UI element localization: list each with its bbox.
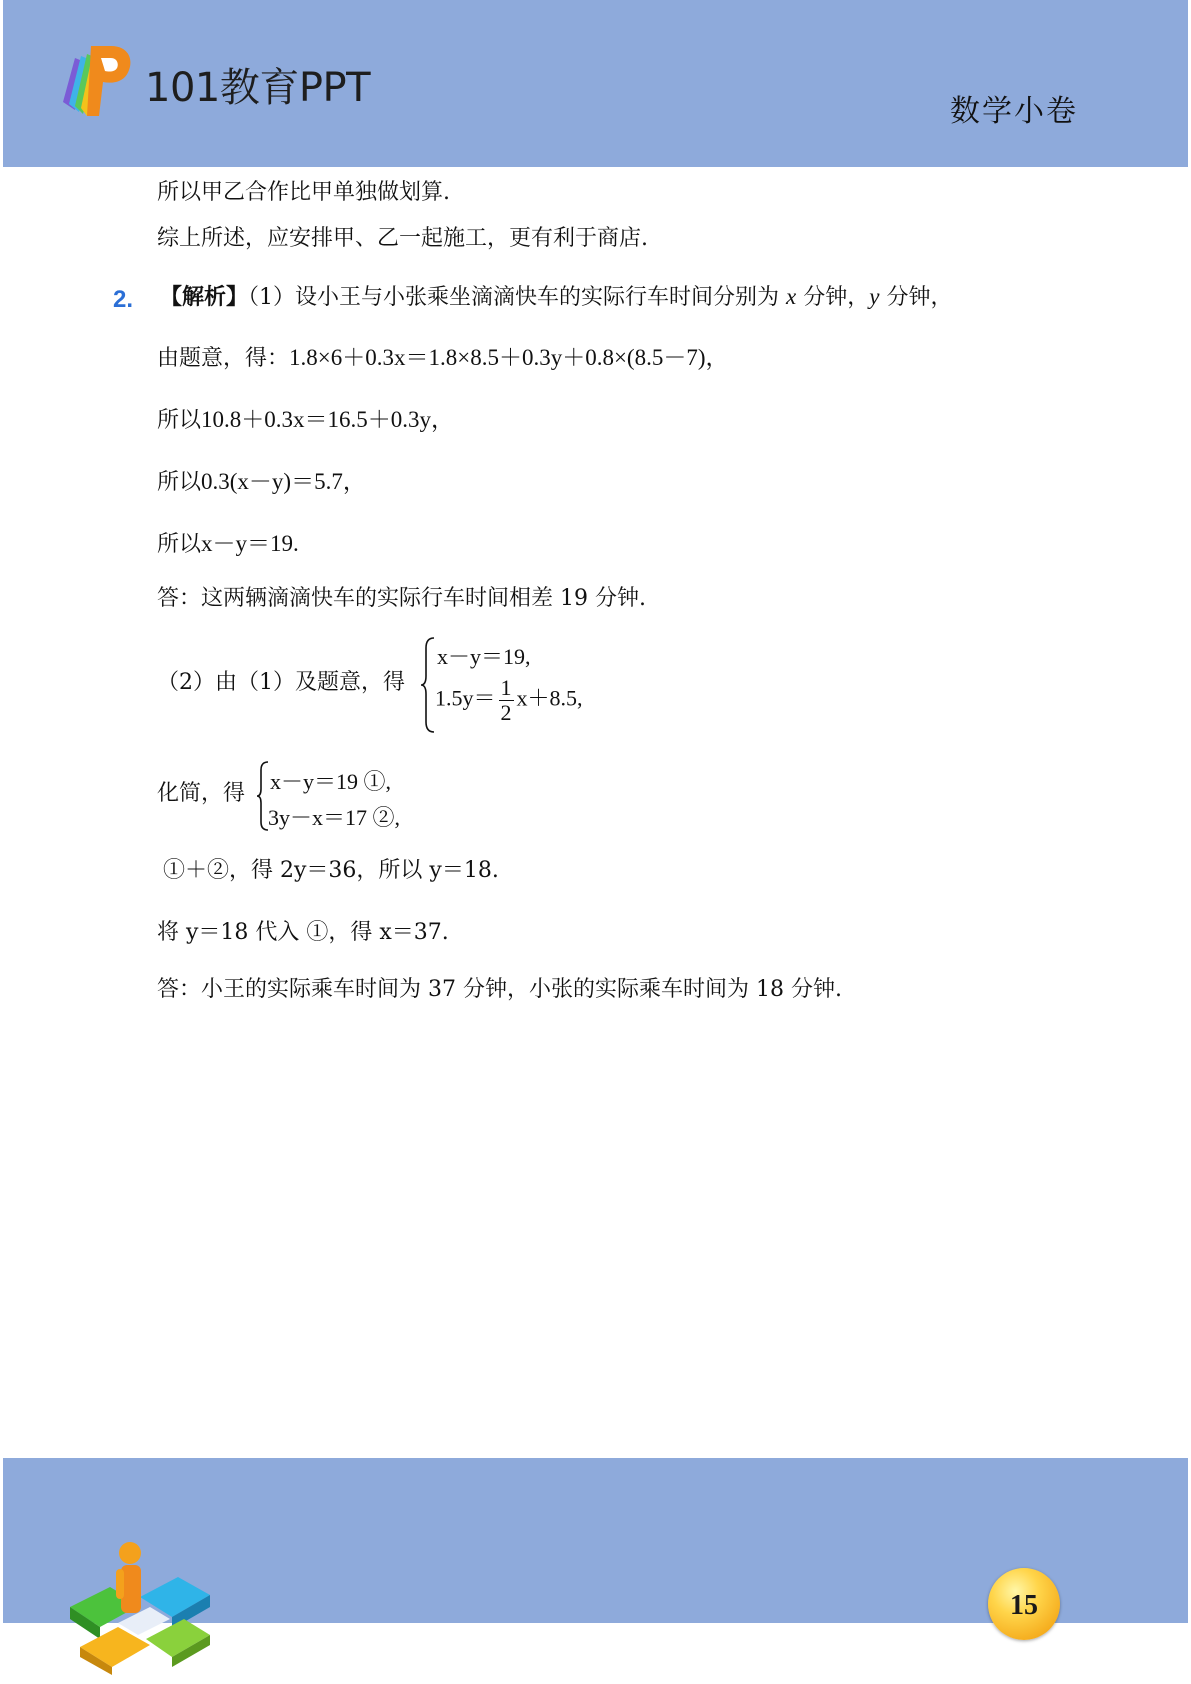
equation-2-body: 10.8＋0.3x＝16.5＋0.3y， — [201, 407, 455, 432]
var-y: y — [869, 284, 880, 309]
equation-3 — [157, 470, 366, 494]
system-1-row-1: x－y＝19, — [437, 644, 531, 669]
equation-4-body: x－y＝19. — [201, 531, 299, 556]
system-1-row-2-rhs: x＋8.5, — [516, 685, 583, 711]
intro-part-c: 分钟， — [886, 285, 953, 310]
logo-text: 101教育PPT — [145, 65, 371, 111]
system-1-row-2 — [435, 676, 583, 725]
brace-system-1 — [420, 636, 436, 734]
intro-part-a: （1）设小王与小张乘坐滴滴快车的实际行车时间分别为 — [248, 285, 780, 310]
equation-2 — [157, 408, 454, 432]
equation-4 — [157, 532, 299, 556]
equation-1-prefix: 由题意，得： — [157, 346, 290, 371]
system-2-row-1: x－y＝19 ①, — [270, 769, 392, 794]
step-substitute: 将 y＝18 代入 ①，得 x＝37. — [157, 920, 449, 945]
logo-icon — [55, 40, 135, 120]
question-number: 2. — [113, 286, 134, 313]
simplify-prefix: 化简，得 — [157, 781, 246, 806]
header-title: 数学小卷 — [950, 94, 1078, 129]
step-add: ①＋②，得 2y＝36，所以 y＝18. — [163, 858, 499, 883]
equation-3-prefix: 所以 — [157, 470, 202, 495]
answer-1: 答：这两辆滴滴快车的实际行车时间相差 19 分钟. — [157, 586, 646, 611]
system-1-row-2-lhs: 1.5y＝ — [435, 685, 496, 711]
intro-part-b: 分钟， — [803, 285, 870, 310]
var-x: x — [786, 284, 797, 309]
equation-4-prefix: 所以 — [157, 532, 202, 557]
text-line-1: 所以甲乙合作比甲单独做划算. — [157, 180, 450, 205]
fraction-numerator: 1 — [500, 675, 512, 700]
question-intro — [160, 285, 952, 309]
fraction-denominator: 2 — [500, 700, 512, 726]
fraction-one-half — [499, 676, 514, 725]
answer-2: 答：小王的实际乘车时间为 37 分钟，小张的实际乘车时间为 18 分钟. — [157, 977, 842, 1002]
system-2-row-2: 3y－x＝17 ②, — [268, 805, 401, 830]
equation-1-body: 1.8×6＋0.3x＝1.8×8.5＋0.3y＋0.8×(8.5－7)， — [289, 345, 729, 370]
equation-1 — [157, 346, 729, 370]
equation-2-prefix: 所以 — [157, 408, 202, 433]
text-line-2: 综上所述，应安排甲、乙一起施工，更有利于商店. — [157, 226, 648, 251]
analysis-tag: 【解析】 — [160, 284, 249, 310]
equation-3-body: 0.3(x－y)＝5.7， — [201, 469, 366, 494]
part2-prefix: （2）由（1）及题意，得 — [157, 670, 405, 695]
page-number: 15 — [1010, 1590, 1038, 1621]
people-blocks-illustration — [60, 1535, 220, 1675]
